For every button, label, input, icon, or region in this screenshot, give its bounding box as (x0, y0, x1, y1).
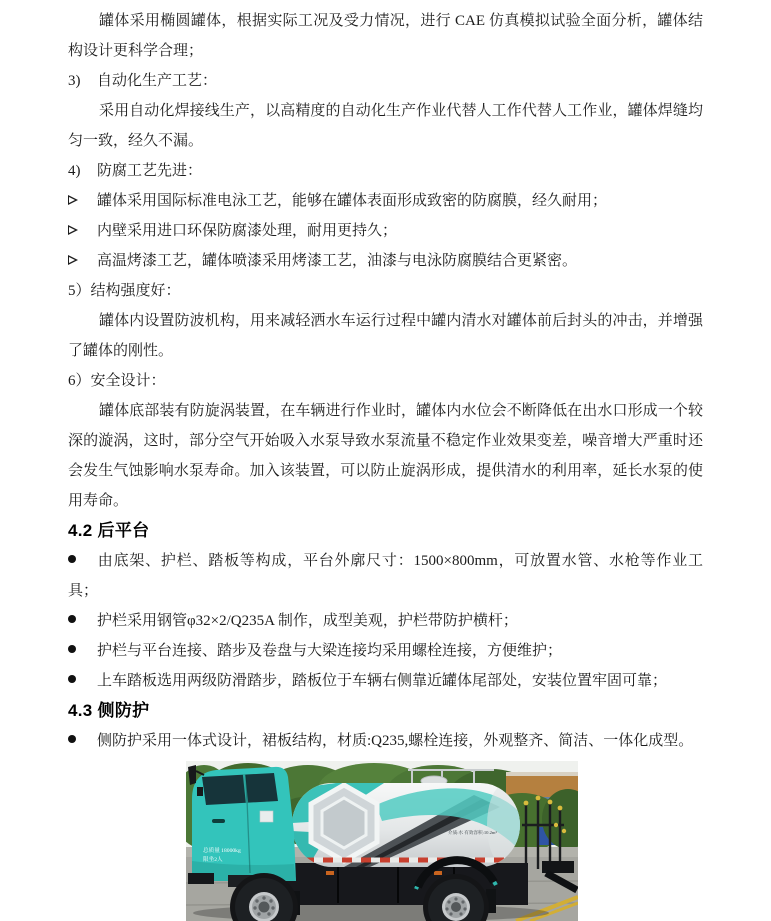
bullet-item-platform-3 (68, 636, 703, 666)
numbered-item-6: 6）安全设计： (68, 373, 166, 389)
paragraph-baffle: 罐体内设置防波机构，用来减轻洒水车运行过程中罐内清水对罐体前后封头的冲击，并增强了罐体的刚性。 (68, 313, 703, 359)
door-sticker (260, 811, 273, 822)
numbered-item-text: 自动化生产工艺： (97, 73, 218, 89)
section-heading-4-2: 4.2 后平台 (68, 521, 150, 540)
bullet-icon (68, 726, 97, 756)
bullet-icon (68, 636, 97, 666)
tank-spec-text: 介质:水 有效容积:10.2m³ (448, 830, 497, 835)
bullet-icon (68, 666, 97, 696)
arrow-item-3 (68, 246, 703, 276)
arrow-item-text: 内壁采用进口环保防腐漆处理，耐用更持久； (97, 223, 398, 239)
arrow-bullet-icon (68, 255, 78, 265)
list-number: 4) (68, 163, 81, 179)
numbered-item-text: 防腐工艺先进： (97, 163, 203, 179)
bullet-item-platform-1 (68, 546, 703, 606)
truck-cab (188, 765, 296, 887)
paragraph-welding: 采用自动化焊接线生产，以高精度的自动化生产作业代替人工作代替人工作业，罐体焊缝均匀一致，经久不漏。 (68, 103, 703, 149)
arrow-item-text: 高温烤漆工艺，罐体喷漆采用烤漆工艺，油漆与电泳防腐膜结合更紧密。 (97, 253, 578, 269)
rear-frame (542, 861, 574, 873)
arrow-item-2 (68, 216, 703, 246)
arrow-bullet-icon (68, 225, 78, 235)
cab-seats-text: 限坐2人 (203, 857, 223, 863)
paragraph-antivortex: 罐体底部装有防旋涡装置，在车辆进行作业时，罐体内水位会不断降低在出水口形成一个较深的漩涡，这时，部分空气开始吸入水泵导致水泵流量不稳定作业效果变差，噪音增大严重时还会发生气蚀影响水泵寿命。加入该装置，可以防止旋涡形成，提供清水的利用率，延长水泵的使用寿命。 (68, 403, 703, 509)
arrow-item-text: 罐体采用国际标准电泳工艺，能够在罐体表面形成致密的防腐膜，经久耐用； (97, 193, 608, 209)
cab-weight-text: 总质量 18000kg (203, 848, 241, 854)
bullet-item-text: 侧防护采用一体式设计，裙板结构，材质:Q235,螺栓连接，外观整齐、简洁、一体化成型。 (97, 733, 694, 749)
bullet-icon (68, 606, 97, 636)
truck-photo (186, 761, 578, 921)
section-heading-4-3: 4.3 侧防护 (68, 701, 150, 720)
paragraph-tank-cae: 罐体采用椭圆罐体，根据实际工况及受力情况，进行 CAE 仿真模拟试验全面分析，罐体结构设计更科学合理； (68, 13, 703, 59)
bullet-item-text: 护栏采用钢管φ32×2/Q235A 制作，成型美观，护栏带防护横杆； (97, 613, 518, 629)
bullet-icon (68, 546, 97, 576)
bullet-item-sideguard (68, 726, 703, 756)
numbered-item-5: 5）结构强度好： (68, 283, 181, 299)
bullet-item-platform-2 (68, 606, 703, 636)
hexagon-emblem (311, 785, 377, 861)
numbered-item-4 (68, 156, 703, 186)
bullet-item-text: 上车踏板选用两级防滑踏步，踏板位于车辆右侧靠近罐体尾部处，安装位置牢固可靠； (97, 673, 668, 689)
bullet-item-text: 由底架、护栏、踏板等构成，平台外廓尺寸：1500×800mm，可放置水管、水枪等作业工具； (68, 553, 703, 599)
arrow-item-1 (68, 186, 703, 216)
bullet-item-platform-4 (68, 666, 703, 696)
list-number: 3) (68, 73, 81, 89)
bullet-item-text: 护栏与平台连接、踏步及卷盘与大梁连接均采用螺栓连接，方便维护； (97, 643, 563, 659)
door-handle (212, 819, 225, 823)
arrow-bullet-icon (68, 195, 78, 205)
numbered-item-3 (68, 66, 703, 96)
